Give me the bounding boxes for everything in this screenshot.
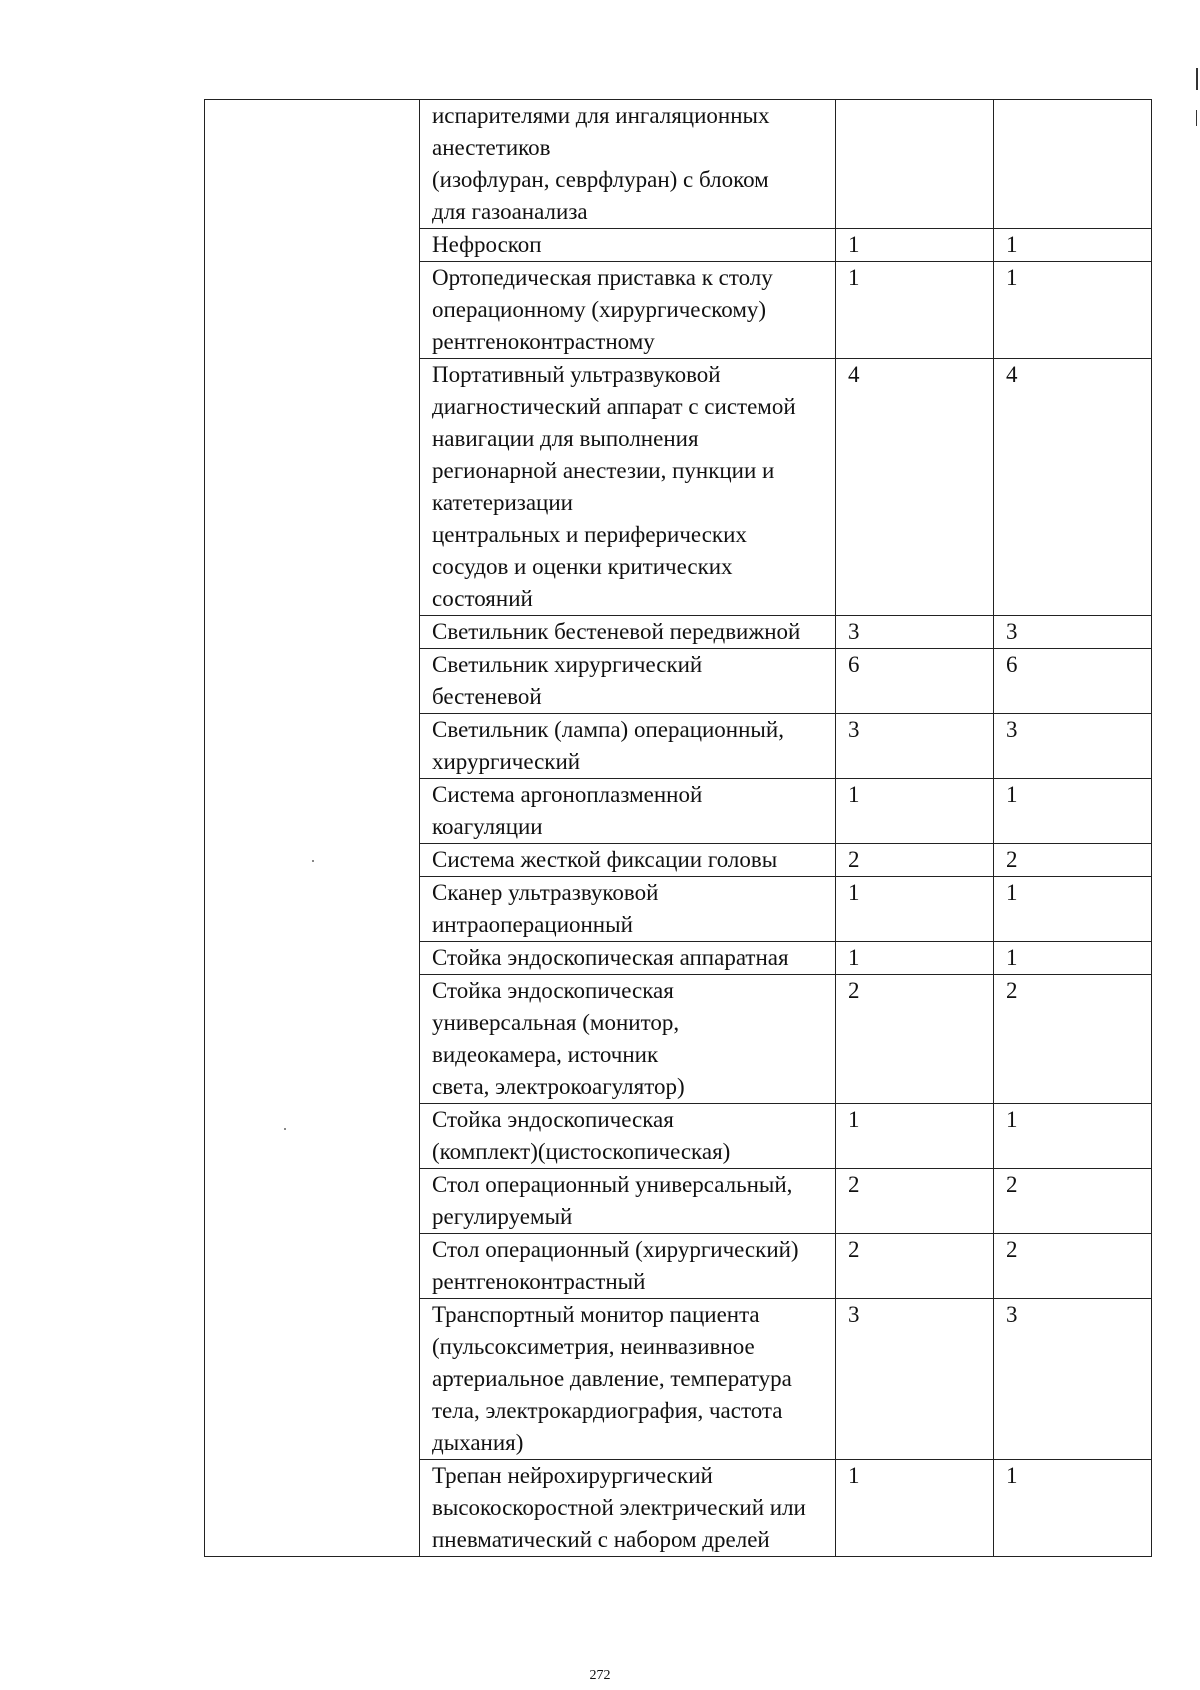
equipment-name-line: операционному (хирургическому) (432, 297, 767, 322)
equipment-name-cell (420, 262, 836, 359)
equipment-name-cell (420, 100, 836, 229)
quantity-cell-2: 2 (994, 975, 1152, 1104)
equipment-name-line: испарителями для ингаляционных (432, 103, 770, 128)
equipment-name-cell (420, 877, 836, 942)
scan-edge-mark (1196, 110, 1197, 126)
quantity-cell-2: 3 (994, 714, 1152, 779)
quantity-cell-1: 1 (836, 229, 994, 262)
equipment-name-line: сосудов и оценки критических (432, 554, 733, 579)
equipment-name-line: артериальное давление, температура (432, 1366, 792, 1391)
quantity-cell-1: 1 (836, 877, 994, 942)
equipment-name-line: Светильник хирургический (432, 652, 703, 677)
equipment-name-cell (420, 844, 836, 877)
equipment-name-line: Стойка эндоскопическая (432, 1107, 674, 1132)
quantity-cell-2: 6 (994, 649, 1152, 714)
quantity-cell-2: 1 (994, 1460, 1152, 1557)
equipment-name-cell (420, 1460, 836, 1557)
quantity-cell-2: 1 (994, 779, 1152, 844)
equipment-name-line: навигации для выполнения (432, 426, 699, 451)
equipment-name-cell (420, 942, 836, 975)
equipment-name-line: регионарной анестезии, пункции и (432, 458, 775, 483)
section-cell (205, 100, 420, 1557)
equipment-table-body (205, 100, 1152, 1557)
equipment-name-line: анестетиков (432, 135, 551, 160)
equipment-name-line: состояний (432, 586, 533, 611)
scan-speck (312, 860, 314, 862)
equipment-name-line: света, электрокоагулятор) (432, 1074, 685, 1099)
equipment-name-cell (420, 714, 836, 779)
equipment-name-line: видеокамера, источник (432, 1042, 659, 1067)
quantity-cell-2: 3 (994, 1299, 1152, 1460)
quantity-cell-1: 1 (836, 779, 994, 844)
equipment-name-line: рентгеноконтрастному (432, 329, 655, 354)
quantity-cell-2: 1 (994, 262, 1152, 359)
equipment-name-line: Трепан нейрохирургический (432, 1463, 713, 1488)
equipment-name-line: универсальная (монитор, (432, 1010, 680, 1035)
quantity-cell-2: 1 (994, 877, 1152, 942)
equipment-name-line: Система аргоноплазменной (432, 782, 703, 807)
quantity-cell-2 (994, 100, 1152, 229)
equipment-name-line: Сканер ультразвуковой (432, 880, 659, 905)
quantity-cell-2: 4 (994, 359, 1152, 616)
equipment-name-line: Стол операционный универсальный, (432, 1172, 793, 1197)
quantity-cell-1: 6 (836, 649, 994, 714)
quantity-cell-2: 2 (994, 1169, 1152, 1234)
quantity-cell-1: 2 (836, 975, 994, 1104)
equipment-name-line: Нефроскоп (432, 232, 542, 257)
scan-edge-mark (1196, 68, 1198, 90)
equipment-name-line: (изофлуран, севрфлуран) с блоком (432, 167, 769, 192)
equipment-name-line: Портативный ультразвуковой (432, 362, 721, 387)
equipment-name-line: Светильник (лампа) операционный, (432, 717, 784, 742)
equipment-name-line: катетеризации (432, 490, 573, 515)
equipment-name-line: Транспортный монитор пациента (432, 1302, 760, 1327)
equipment-name-line: центральных и периферических (432, 522, 747, 547)
equipment-name-line: Стойка эндоскопическая (432, 978, 674, 1003)
equipment-name-line: тела, электрокардиография, частота (432, 1398, 783, 1423)
equipment-name-line: бестеневой (432, 684, 542, 709)
quantity-cell-1 (836, 100, 994, 229)
equipment-table (204, 99, 1152, 1557)
quantity-cell-1: 4 (836, 359, 994, 616)
equipment-name-line: Стол операционный (хирургический) (432, 1237, 799, 1262)
quantity-cell-1: 2 (836, 1169, 994, 1234)
equipment-name-cell (420, 975, 836, 1104)
quantity-cell-2: 1 (994, 1104, 1152, 1169)
equipment-name-line: хирургический (432, 749, 581, 774)
equipment-name-line: пневматический с набором дрелей (432, 1527, 770, 1552)
quantity-cell-2: 1 (994, 229, 1152, 262)
quantity-cell-1: 1 (836, 262, 994, 359)
scan-speck (284, 1128, 286, 1130)
quantity-cell-1: 1 (836, 942, 994, 975)
quantity-cell-2: 2 (994, 1234, 1152, 1299)
equipment-name-line: Ортопедическая приставка к столу (432, 265, 773, 290)
quantity-cell-1: 3 (836, 714, 994, 779)
equipment-name-line: коагуляции (432, 814, 543, 839)
quantity-cell-1: 1 (836, 1104, 994, 1169)
equipment-name-line: регулируемый (432, 1204, 573, 1229)
equipment-name-line: Светильник бестеневой передвижной (432, 619, 801, 644)
quantity-cell-2: 1 (994, 942, 1152, 975)
equipment-name-cell (420, 649, 836, 714)
quantity-cell-1: 1 (836, 1460, 994, 1557)
equipment-name-line: (комплект)(цистоскопическая) (432, 1139, 731, 1164)
equipment-name-cell (420, 1299, 836, 1460)
equipment-name-cell (420, 779, 836, 844)
equipment-name-line: интраоперационный (432, 912, 633, 937)
equipment-name-line: Стойка эндоскопическая аппаратная (432, 945, 789, 970)
table-row (205, 100, 1152, 229)
equipment-name-line: рентгеноконтрастный (432, 1269, 646, 1294)
quantity-cell-1: 3 (836, 1299, 994, 1460)
equipment-name-cell (420, 1104, 836, 1169)
equipment-name-line: диагностический аппарат с системой (432, 394, 796, 419)
equipment-name-line: (пульсоксиметрия, неинвазивное (432, 1334, 755, 1359)
quantity-cell-1: 2 (836, 844, 994, 877)
equipment-name-cell (420, 1169, 836, 1234)
quantity-cell-2: 2 (994, 844, 1152, 877)
page-number: 272 (589, 1668, 611, 1683)
quantity-cell-2: 3 (994, 616, 1152, 649)
quantity-cell-1: 3 (836, 616, 994, 649)
equipment-name-cell (420, 616, 836, 649)
equipment-name-cell (420, 1234, 836, 1299)
equipment-name-line: дыхания) (432, 1430, 524, 1455)
equipment-name-line: для газоанализа (432, 199, 588, 224)
equipment-name-cell (420, 229, 836, 262)
equipment-name-line: Система жесткой фиксации головы (432, 847, 778, 872)
quantity-cell-1: 2 (836, 1234, 994, 1299)
equipment-name-line: высокоскоростной электрический или (432, 1495, 806, 1520)
equipment-name-cell (420, 359, 836, 616)
